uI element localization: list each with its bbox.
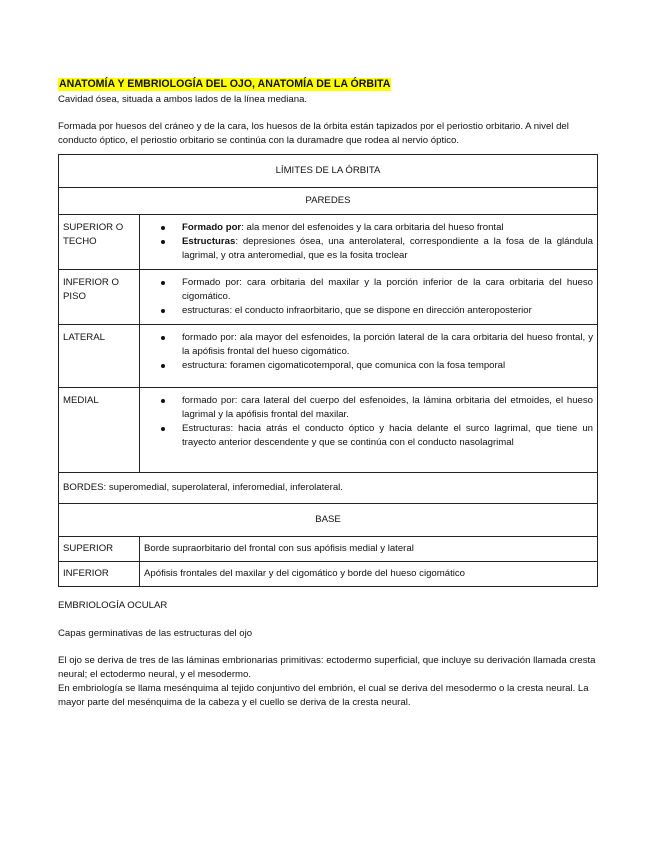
key-term: Estructuras <box>182 236 236 247</box>
item-text: : depresiones ósea, una anterolateral, correspondiente a la fosa de la glándula lagrimal, y otra anteromedial, que es la fosita troclear <box>182 236 593 261</box>
base-label-inferior: INFERIOR <box>59 562 140 587</box>
document-page <box>58 78 598 710</box>
base-content-inferior: Apófisis frontales del maxilar y del cigomático y borde del hueso cigomático <box>140 562 598 587</box>
table-header: LÍMITES DE LA ÓRBITA <box>59 155 598 188</box>
item-text: : ala menor del esfenoides y la cara orbitaria del hueso frontal <box>241 222 504 233</box>
intro-line-2: Formada por huesos del cráneo y de la cara, los huesos de la órbita están tapizados por el periostio orbitario. A nivel del conducto óptico, el periostio orbitario se continúa con la duramadre que rodea al nervio óptico. <box>58 121 569 146</box>
list-item: Estructuras: hacia atrás el conducto óptico y hacia delante el surco lagrimal, que tiene un trayecto anterior descendente y que se continúa con el conducto nasolagrimal <box>182 423 593 448</box>
walls-header-row <box>59 188 598 215</box>
table-row <box>59 562 598 587</box>
document-title: ANATOMÍA Y EMBRIOLOGÍA DEL OJO, ANATOMÍA DE LA ÓRBITA <box>59 78 391 90</box>
wall-content-inferior <box>140 270 598 325</box>
list-item: formado por: ala mayor del esfenoides, la porción lateral de la cara orbitaria del hueso frontal, y la apófisis frontal del hueso cigomático. <box>182 332 593 357</box>
embryology-paragraph-1: El ojo se deriva de tres de las láminas embrionarias primitivas: ectodermo superficial, que incluye su derivación llamada cresta neural; el ectodermo neural, y el mesodermo. <box>58 655 596 680</box>
list-item <box>182 221 593 235</box>
table-row <box>59 270 598 325</box>
list-item: estructuras: el conducto infraorbitario, que se dispone en dirección anteroposterior <box>182 304 593 318</box>
borders-row <box>59 473 598 504</box>
embryology-paragraph-2: En embriología se llama mesénquima al tejido conjuntivo del embrión, el cual se deriva del mesodermo o la cresta neural. La mayor parte del mesénquima de la cabeza y el cuello se deriva de la cresta neural. <box>58 683 589 708</box>
wall-content-medial <box>140 388 598 473</box>
table-header-row <box>59 155 598 188</box>
table-row <box>59 215 598 270</box>
wall-content-superior <box>140 215 598 270</box>
list-item: estructura: foramen cigomaticotemporal, que comunica con la fosa temporal <box>182 359 593 373</box>
base-label-superior: SUPERIOR <box>59 537 140 562</box>
base-header-row <box>59 504 598 537</box>
walls-header: PAREDES <box>59 188 598 215</box>
list-item: formado por: cara lateral del cuerpo del esfenoides, la lámina orbitaria del etmoides, el hueso lagrimal y la apófisis frontal del maxilar. <box>182 395 593 420</box>
table-row <box>59 388 598 473</box>
embryology-subheading: Capas germinativas de las estructuras del ojo <box>58 628 253 639</box>
base-header: BASE <box>59 504 598 537</box>
wall-label-medial: MEDIAL <box>59 388 140 473</box>
list-item: Formado por: cara orbitaria del maxilar y la porción inferior de la cara orbitaria del hueso cigomático. <box>182 277 593 302</box>
list-item <box>182 235 593 263</box>
embryology-heading: EMBRIOLOGÍA OCULAR <box>58 600 168 611</box>
borders-cell: BORDES: superomedial, superolateral, inferomedial, inferolateral. <box>59 473 598 504</box>
wall-label-superior: SUPERIOR O TECHO <box>59 215 140 270</box>
key-term: Formado por <box>182 222 242 233</box>
intro-line-1: Cavidad ósea, situada a ambos lados de la línea mediana. <box>58 94 308 105</box>
table-row <box>59 325 598 388</box>
document-title-wrap <box>58 78 598 92</box>
table-row <box>59 537 598 562</box>
base-content-superior: Borde supraorbitario del frontal con sus apófisis medial y lateral <box>140 537 598 562</box>
wall-label-lateral: LATERAL <box>59 325 140 388</box>
embryology-section <box>58 599 598 710</box>
wall-content-lateral <box>140 325 598 388</box>
wall-label-inferior: INFERIOR O PISO <box>59 270 140 325</box>
orbit-limits-table <box>58 154 598 587</box>
